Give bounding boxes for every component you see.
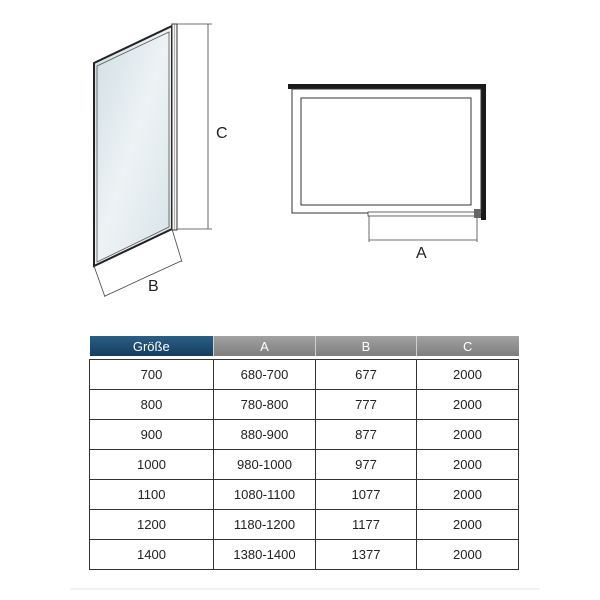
cell-b: 1077 <box>316 480 417 510</box>
cell-b: 1377 <box>316 540 417 570</box>
panel-perspective-view <box>94 24 212 297</box>
header-c: C <box>417 336 519 356</box>
dimension-b-line <box>105 261 181 296</box>
table-row <box>90 480 519 510</box>
cell-c: 2000 <box>417 390 519 420</box>
cell-a: 980-1000 <box>214 450 316 480</box>
cell-b: 877 <box>316 420 417 450</box>
dimension-c-label: C <box>216 125 228 142</box>
cell-b: 1177 <box>316 510 417 540</box>
cell-c: 2000 <box>417 450 519 480</box>
cell-size: 1400 <box>90 540 214 570</box>
table-header-row <box>90 336 519 356</box>
cell-size: 800 <box>90 390 214 420</box>
header-a: A <box>214 336 316 356</box>
header-groesse: Größe <box>90 336 214 356</box>
cell-a: 780-800 <box>214 390 316 420</box>
wall-bracket <box>474 209 481 218</box>
table-row <box>90 450 519 480</box>
table-row <box>90 420 519 450</box>
panel-front-view <box>288 84 486 242</box>
cell-size: 1200 <box>90 510 214 540</box>
wall-side <box>481 84 486 220</box>
cell-size: 1100 <box>90 480 214 510</box>
dimension-a-label: A <box>416 245 427 262</box>
cell-a: 1080-1100 <box>214 480 316 510</box>
glass-front <box>301 98 471 205</box>
size-table <box>89 336 519 570</box>
cell-c: 2000 <box>417 480 519 510</box>
cell-c: 2000 <box>417 420 519 450</box>
footer-divider <box>70 588 540 590</box>
cell-size: 1000 <box>90 450 214 480</box>
cell-c: 2000 <box>417 360 519 390</box>
cell-b: 977 <box>316 450 417 480</box>
table-row <box>90 510 519 540</box>
cell-c: 2000 <box>417 540 519 570</box>
cell-size: 900 <box>90 420 214 450</box>
dimension-b-ext-left <box>94 266 105 297</box>
panel-rail <box>368 212 479 216</box>
panel-outer-outline <box>292 89 481 213</box>
table-row <box>90 360 519 390</box>
cell-c: 2000 <box>417 510 519 540</box>
cell-b: 677 <box>316 360 417 390</box>
cell-a: 680-700 <box>214 360 316 390</box>
header-b: B <box>316 336 417 356</box>
cell-a: 880-900 <box>214 420 316 450</box>
wall-top <box>288 84 486 89</box>
cell-a: 1380-1400 <box>214 540 316 570</box>
table-row <box>90 540 519 570</box>
dimension-b-ext-right <box>172 229 182 262</box>
dimension-b-label: B <box>148 278 159 295</box>
cell-size: 700 <box>90 360 214 390</box>
cell-a: 1180-1200 <box>214 510 316 540</box>
cell-b: 777 <box>316 390 417 420</box>
table-row <box>90 390 519 420</box>
